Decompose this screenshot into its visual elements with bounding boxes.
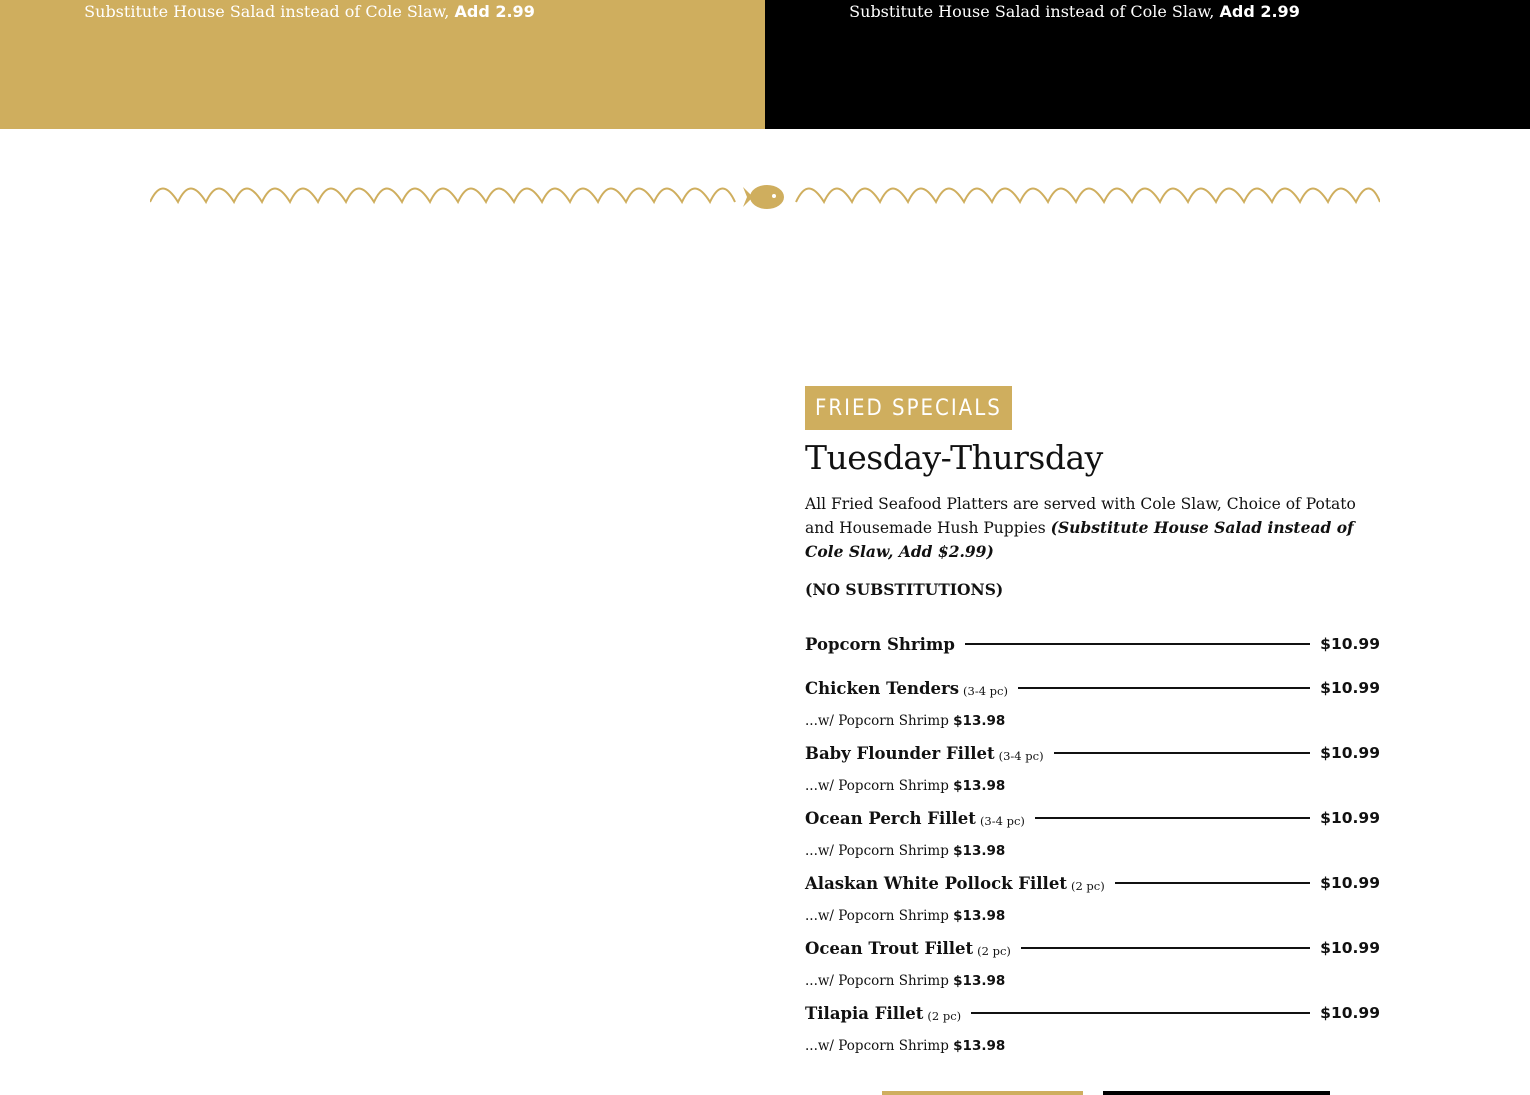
addon-label: ...w/ Popcorn Shrimp xyxy=(805,713,949,729)
menu-item-addon xyxy=(805,839,1380,863)
menu-item-price: $10.99 xyxy=(1320,744,1380,762)
menu-item-name: Baby Flounder Fillet xyxy=(805,743,995,763)
section-title: Tuesday-Thursday xyxy=(805,438,1103,477)
addon-label: ...w/ Popcorn Shrimp xyxy=(805,973,949,989)
menu-item-portion: (2 pc) xyxy=(977,944,1011,958)
addon-price: $13.98 xyxy=(953,1038,1006,1054)
price-leader-line xyxy=(965,643,1310,645)
addon-price: $13.98 xyxy=(953,843,1006,859)
banner-note-left xyxy=(0,1,692,23)
menu-item-row xyxy=(805,806,1380,830)
wave-line-right xyxy=(796,189,1380,203)
menu-item-addon xyxy=(805,969,1380,993)
menu-item xyxy=(805,1001,1380,1058)
menu-item xyxy=(805,741,1380,798)
banner-gold-panel xyxy=(0,0,765,129)
fish-icon xyxy=(743,185,784,209)
next-section-tab-black xyxy=(1103,1091,1330,1095)
addon-price: $13.98 xyxy=(953,713,1006,729)
banner-note-text: Substitute House Salad instead of Cole Slaw, xyxy=(849,2,1215,21)
menu-item-portion: (2 pc) xyxy=(927,1009,962,1023)
menu-item-row xyxy=(805,741,1380,765)
menu-item-portion: (2 pc) xyxy=(1070,879,1105,893)
menu-items-list xyxy=(805,632,1380,1058)
menu-item-price: $10.99 xyxy=(1320,809,1380,827)
menu-item-addon xyxy=(805,904,1380,928)
intro-text: All Fried Seafood Platters are served with Cole Slaw, Choice of Potato and Housemade Hush Puppies xyxy=(805,495,1356,537)
next-section-tab-gold xyxy=(882,1091,1083,1095)
price-leader-line xyxy=(1018,687,1310,689)
menu-item xyxy=(805,676,1380,733)
banner-note-right xyxy=(692,1,1457,23)
addon-price: $13.98 xyxy=(953,778,1006,794)
menu-item-price: $10.99 xyxy=(1320,1004,1380,1022)
price-leader-line xyxy=(1035,817,1310,819)
addon-label: ...w/ Popcorn Shrimp xyxy=(805,843,949,859)
menu-item xyxy=(805,806,1380,863)
addon-price: $13.98 xyxy=(953,908,1006,924)
menu-item-name: Chicken Tenders xyxy=(805,678,960,698)
wave-line-left xyxy=(150,189,735,203)
menu-item-row xyxy=(805,871,1380,895)
no-substitutions-note: (NO SUBSTITUTIONS) xyxy=(805,580,1004,599)
menu-item-name: Ocean Trout Fillet xyxy=(805,938,974,958)
banner-note-price: Add 2.99 xyxy=(454,2,535,21)
menu-item-price: $10.99 xyxy=(1320,874,1380,892)
menu-item-addon xyxy=(805,1034,1380,1058)
menu-item-name: Tilapia Fillet xyxy=(805,1003,924,1023)
menu-item xyxy=(805,871,1380,928)
menu-item-row xyxy=(805,632,1380,656)
fried-specials-section xyxy=(805,386,1380,1066)
price-leader-line xyxy=(1054,752,1311,754)
menu-item-price: $10.99 xyxy=(1320,635,1380,653)
price-leader-line xyxy=(971,1012,1310,1014)
menu-item-row xyxy=(805,936,1380,960)
section-intro xyxy=(805,492,1380,564)
menu-item-portion: (3-4 pc) xyxy=(979,814,1025,828)
section-badge: FRIED SPECIALS xyxy=(805,386,1012,430)
menu-item-name: Alaskan White Pollock Fillet xyxy=(805,873,1067,893)
menu-item-row xyxy=(805,676,1380,700)
price-leader-line xyxy=(1021,947,1310,949)
price-leader-line xyxy=(1115,882,1310,884)
menu-item-name: Ocean Perch Fillet xyxy=(805,808,976,828)
menu-item-price: $10.99 xyxy=(1320,679,1380,697)
menu-item-addon xyxy=(805,774,1380,798)
menu-item-addon xyxy=(805,709,1380,733)
banner-note-price: Add 2.99 xyxy=(1219,2,1300,21)
menu-item xyxy=(805,936,1380,993)
banner-note-text: Substitute House Salad instead of Cole Slaw, xyxy=(84,2,450,21)
menu-item xyxy=(805,632,1380,656)
menu-item-price: $10.99 xyxy=(1320,939,1380,957)
banner-black-panel xyxy=(765,0,1530,129)
addon-label: ...w/ Popcorn Shrimp xyxy=(805,778,949,794)
intro-note: (Substitute House Salad instead of Cole Slaw, Add $2.99) xyxy=(805,518,1354,561)
wave-divider xyxy=(150,180,1380,214)
addon-label: ...w/ Popcorn Shrimp xyxy=(805,908,949,924)
menu-item-portion: (3-4 pc) xyxy=(998,749,1044,763)
menu-item-row xyxy=(805,1001,1380,1025)
top-banner xyxy=(0,0,1530,129)
menu-item-portion: (3-4 pc) xyxy=(963,684,1008,698)
menu-item-name: Popcorn Shrimp xyxy=(805,634,955,654)
addon-label: ...w/ Popcorn Shrimp xyxy=(805,1038,949,1054)
addon-price: $13.98 xyxy=(953,973,1006,989)
